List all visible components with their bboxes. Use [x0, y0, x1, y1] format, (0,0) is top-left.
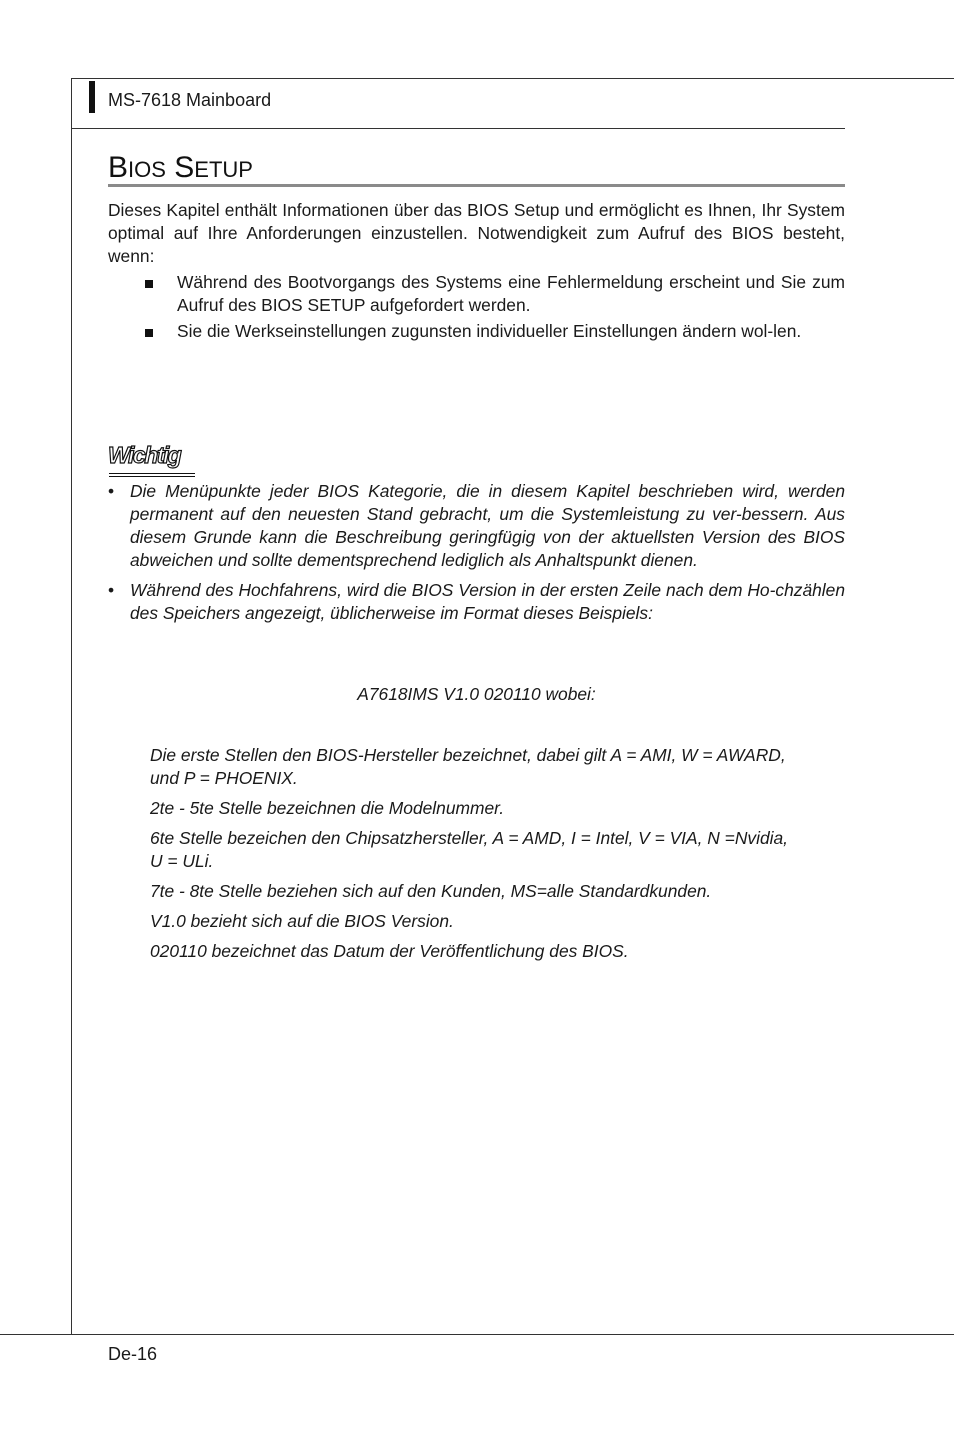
bios-version-example: A7618IMS V1.0 020110 wobei:	[357, 684, 596, 704]
list-item-text: Während des Hochfahrens, wird die BIOS Version in der ersten Zeile nach dem Ho-chzählen des Speichers angezeigt, üblicherweise im Format dieses Beispiels:	[130, 580, 845, 623]
title-underline	[108, 184, 845, 187]
condition-list	[108, 271, 845, 346]
top-border-line	[72, 78, 954, 79]
important-list	[108, 480, 845, 632]
definition-line: 7te - 8te Stelle beziehen sich auf den Kunden, MS=alle Standardkunden.	[150, 881, 712, 901]
section-title	[108, 148, 253, 185]
title-part: IOS	[128, 157, 166, 182]
bullet-dot-icon: •	[108, 580, 115, 600]
square-bullet-icon	[145, 329, 153, 337]
important-underline	[109, 473, 195, 477]
square-bullet-icon	[145, 280, 153, 288]
intro-paragraph: Dieses Kapitel enthält Informationen über das BIOS Setup und ermöglicht es Ihnen, Ihr System optimal auf Ihre Anforderungen einzustellen. Notwendigkeit zum Aufruf des BIOS besteht, wenn:	[108, 200, 845, 266]
definition-line: Die erste Stellen den BIOS-Hersteller bezeichnet, dabei gilt A = AMI, W = AWARD, und P = PHOENIX.	[150, 745, 786, 788]
list-item	[108, 320, 845, 343]
definition-line: 2te - 5te Stelle bezeichnen die Modelnummer.	[150, 798, 505, 818]
footer-divider	[0, 1334, 954, 1335]
definition-line: 6te Stelle bezeichen den Chipsatzhersteller, A = AMD, I = Intel, V = VIA, N =Nvidia, U = ULi.	[150, 828, 788, 871]
important-heading: Wichtig	[108, 442, 181, 468]
list-item-text: Sie die Werkseinstellungen zugunsten individueller Einstellungen ändern wol-len.	[177, 321, 802, 341]
title-part: S	[174, 151, 195, 184]
list-item	[108, 579, 845, 625]
title-part: ETUP	[194, 157, 253, 182]
header-divider	[72, 128, 845, 129]
definition-line: 020110 bezeichnet das Datum der Veröffentlichung des BIOS.	[150, 941, 629, 961]
page-number: De-16	[108, 1344, 158, 1364]
left-border-line	[71, 78, 72, 1335]
title-part: B	[108, 151, 129, 184]
definition-line: V1.0 bezieht sich auf die BIOS Version.	[150, 911, 454, 931]
header-accent-bar	[89, 81, 95, 113]
version-definitions	[150, 744, 800, 970]
list-item	[108, 480, 845, 572]
bullet-dot-icon: •	[108, 481, 115, 501]
list-item	[108, 271, 845, 317]
list-item-text: Die Menüpunkte jeder BIOS Kategorie, die in diesem Kapitel beschrieben wird, werden permanent auf den neuesten Stand gebracht, um die Systemleistung zu ver-bessern. Aus diesem Grunde kann die Beschreibung geringfügig von der aktuellsten Version des BIOS abweichen und sollte dementsprechend lediglich als Anhaltspunkt dienen.	[130, 481, 845, 570]
list-item-text: Während des Bootvorgangs des Systems eine Fehlermeldung erscheint und Sie zum Aufruf des BIOS SETUP aufgefordert werden.	[177, 272, 845, 315]
running-header: MS-7618 Mainboard	[108, 90, 272, 110]
